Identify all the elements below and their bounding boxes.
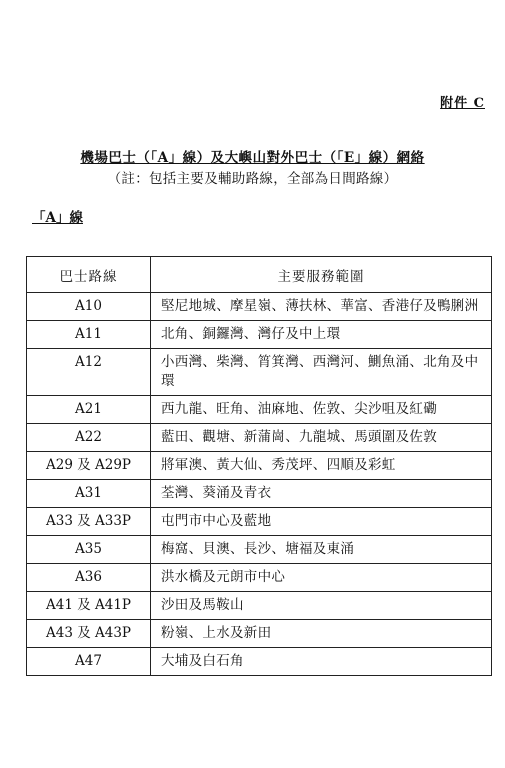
route-cell: A41 及 A41P (27, 592, 151, 620)
service-area-cell: 西九龍、旺角、油麻地、佐敦、尖沙咀及紅磡 (151, 396, 492, 424)
section-heading-a-routes: 「A」線 (32, 210, 83, 226)
table-row (27, 536, 492, 564)
route-cell: A21 (27, 396, 151, 424)
table-row (27, 620, 492, 648)
service-area-cell: 荃灣、葵涌及青衣 (151, 480, 492, 508)
service-area-cell: 梅窩、貝澳、長沙、塘福及東涌 (151, 536, 492, 564)
header-route: 巴士路線 (27, 257, 151, 293)
service-area-cell: 洪水橋及元朗市中心 (151, 564, 492, 592)
table-row (27, 508, 492, 536)
service-area-cell: 粉嶺、上水及新田 (151, 620, 492, 648)
annex-label: 附件 C (440, 96, 485, 111)
header-service-area: 主要服務範圍 (151, 257, 492, 293)
table-row (27, 321, 492, 349)
route-cell: A10 (27, 293, 151, 321)
document-title: 機場巴士（「A」線）及大嶼山對外巴士（「E」線）網絡 (80, 150, 425, 166)
service-area-cell: 小西灣、柴灣、筲箕灣、西灣河、鰂魚涌、北角及中環 (151, 349, 492, 396)
route-cell: A47 (27, 648, 151, 676)
table-header-row (27, 257, 492, 293)
table-row (27, 564, 492, 592)
service-area-cell: 藍田、觀塘、新蒲崗、九龍城、馬頭圍及佐敦 (151, 424, 492, 452)
route-table (26, 256, 492, 676)
service-area-cell: 北角、銅鑼灣、灣仔及中上環 (151, 321, 492, 349)
route-cell: A36 (27, 564, 151, 592)
service-area-cell: 沙田及馬鞍山 (151, 592, 492, 620)
table-row (27, 349, 492, 396)
route-cell: A31 (27, 480, 151, 508)
service-area-cell: 屯門市中心及藍地 (151, 508, 492, 536)
route-cell: A33 及 A33P (27, 508, 151, 536)
route-cell: A43 及 A43P (27, 620, 151, 648)
table-row (27, 424, 492, 452)
service-area-cell: 堅尼地城、摩星嶺、薄扶林、華富、香港仔及鴨脷洲 (151, 293, 492, 321)
route-cell: A29 及 A29P (27, 452, 151, 480)
service-area-cell: 將軍澳、黃大仙、秀茂坪、四順及彩虹 (151, 452, 492, 480)
document-subtitle: （註：包括主要及輔助路線，全部為日間路線） (107, 171, 398, 187)
table-row (27, 293, 492, 321)
route-cell: A12 (27, 349, 151, 396)
service-area-cell: 大埔及白石角 (151, 648, 492, 676)
table-row (27, 396, 492, 424)
route-cell: A22 (27, 424, 151, 452)
table-row (27, 648, 492, 676)
route-cell: A11 (27, 321, 151, 349)
route-cell: A35 (27, 536, 151, 564)
table-row (27, 452, 492, 480)
table-row (27, 480, 492, 508)
table-row (27, 592, 492, 620)
